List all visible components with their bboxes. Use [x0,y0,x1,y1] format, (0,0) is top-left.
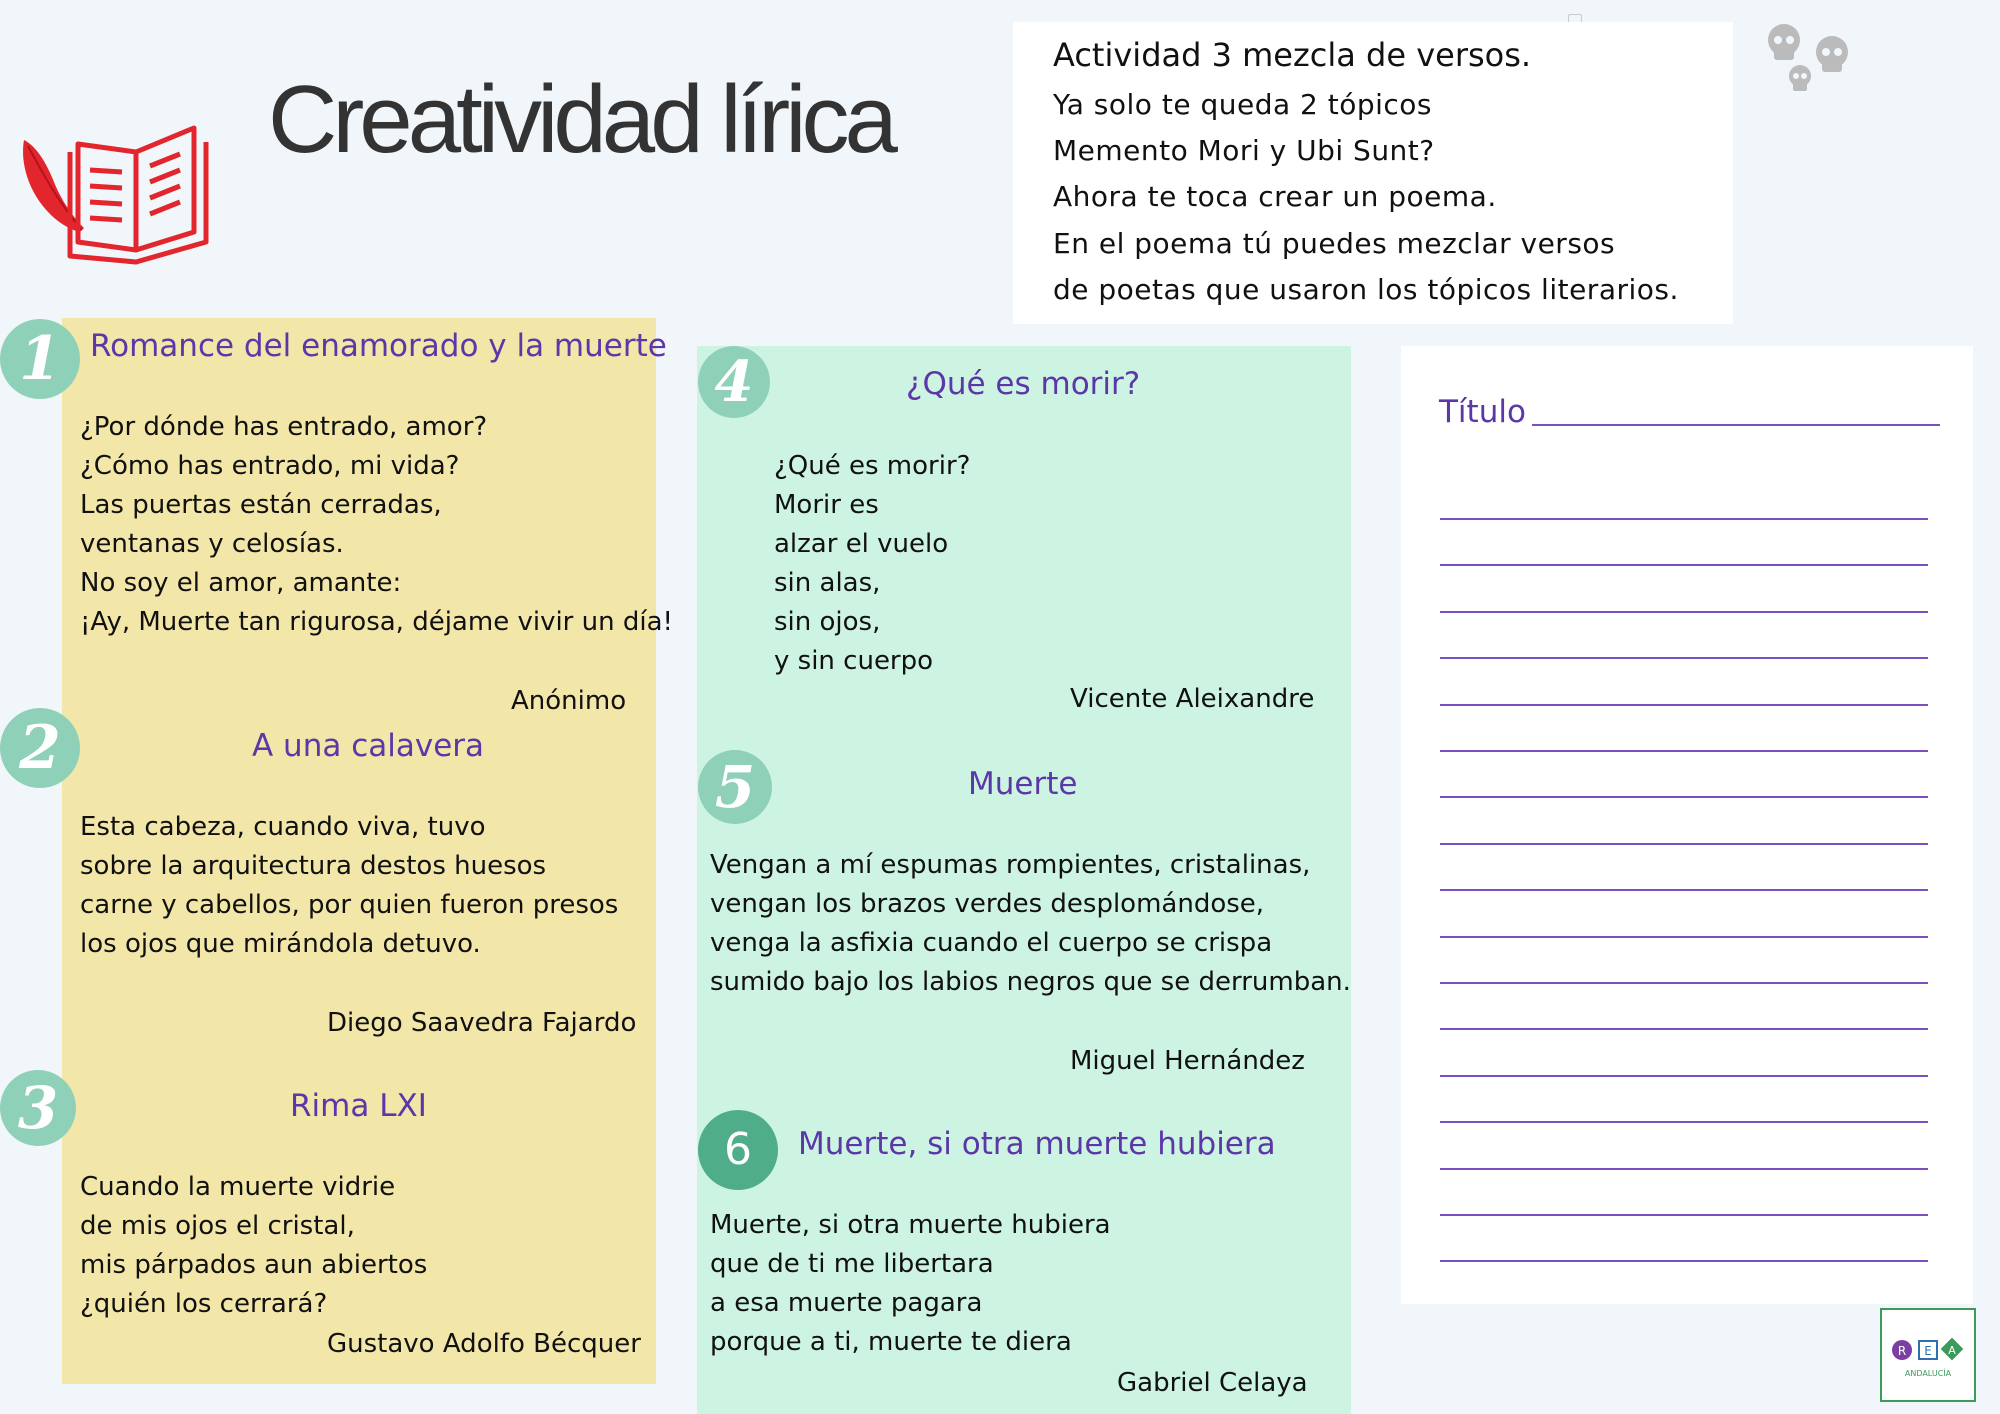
verse: venga la asfixia cuando el cuerpo se crispa [710,928,1273,958]
verse: ¿Qué es morir? [774,451,971,481]
poem-number-badge: 4 [698,346,770,418]
activity-line: Memento Mori y Ubi Sunt? [1053,134,1435,167]
poem-number-badge: 6 [698,1110,778,1190]
write-line[interactable] [1440,796,1928,798]
poem-author: Anónimo [511,686,627,716]
verse: sumido bajo los labios negros que se derrumban. [710,967,1351,997]
activity-line: Ya solo te queda 2 tópicos [1053,88,1433,121]
quill-book-icon [18,122,214,270]
poem-author: Gustavo Adolfo Bécquer [327,1329,641,1359]
poem-author: Miguel Hernández [1070,1046,1305,1076]
verse: mis párpados aun abiertos [80,1250,428,1280]
write-line[interactable] [1440,704,1928,706]
verse: sin ojos, [774,607,881,637]
verse: porque a ti, muerte te diera [710,1327,1072,1357]
write-line[interactable] [1440,936,1928,938]
title-label: Título [1439,394,1526,430]
poem-writing-panel [1401,346,1973,1304]
verse: Las puertas están cerradas, [80,490,442,520]
verse: Esta cabeza, cuando viva, tuvo [80,812,486,842]
poem-title: A una calavera [252,728,485,764]
poem-number-badge: 1 [0,319,80,399]
write-line[interactable] [1440,843,1928,845]
poem-number-badge: 3 [0,1070,76,1146]
poem-title: Rima LXI [290,1088,427,1124]
rea-andalucia-logo [1880,1308,1976,1402]
page-title: Creatividad lírica [268,66,893,173]
verse: los ojos que mirándola detuvo. [80,929,481,959]
poem-verses [774,447,970,681]
poem-author: Gabriel Celaya [1117,1368,1308,1398]
verse: a esa muerte pagara [710,1288,983,1318]
activity-instructions [1013,22,1733,324]
verse: ¿quién los cerrará? [80,1289,328,1319]
poem-title: Muerte [968,766,1078,802]
activity-line: de poetas que usaron los tópicos literarios. [1053,273,1679,306]
poem-verses [80,1168,427,1324]
poem-title: ¿Qué es morir? [906,366,1141,402]
verse: ventanas y celosías. [80,529,344,559]
verse: ¡Ay, Muerte tan rigurosa, déjame vivir un día! [80,607,673,637]
logo-caption: ANDALUCÍA [1904,1369,1952,1378]
write-line[interactable] [1440,1168,1928,1170]
logo-letter-e: E [1924,1344,1932,1358]
skulls-icon [1760,18,1860,98]
write-line[interactable] [1440,657,1928,659]
logo-letter-r: R [1897,1344,1907,1358]
activity-line: En el poema tú puedes mezclar versos [1053,227,1616,260]
verse: Cuando la muerte vidrie [80,1172,396,1202]
title-write-line[interactable] [1532,424,1940,426]
poem-title: Romance del enamorado y la muerte [90,328,667,364]
activity-line: Ahora te toca crear un poema. [1053,180,1497,213]
write-line[interactable] [1440,1075,1928,1077]
poem-verses [80,408,673,642]
write-line[interactable] [1440,1121,1928,1123]
poem-number-badge: 2 [0,708,80,788]
verse: ¿Cómo has entrado, mi vida? [80,451,460,481]
verse: Morir es [774,490,879,520]
poem-author: Vicente Aleixandre [1070,684,1315,714]
poem-verses [80,808,618,964]
verse: que de ti me libertara [710,1249,994,1279]
verse: sobre la arquitectura destos huesos [80,851,547,881]
verse: sin alas, [774,568,881,598]
write-line[interactable] [1440,1260,1928,1262]
verse: alzar el vuelo [774,529,949,559]
poem-verses [710,1206,1111,1362]
poem-number-badge: 5 [698,750,772,824]
write-line[interactable] [1440,1028,1928,1030]
verse: de mis ojos el cristal, [80,1211,355,1241]
logo-letter-a: A [1948,1344,1956,1357]
verse: Vengan a mí espumas rompientes, cristalinas, [710,850,1311,880]
write-line[interactable] [1440,750,1928,752]
write-line[interactable] [1440,518,1928,520]
verse: No soy el amor, amante: [80,568,402,598]
verse: ¿Por dónde has entrado, amor? [80,412,488,442]
write-line[interactable] [1440,889,1928,891]
write-line[interactable] [1440,611,1928,613]
activity-title: Actividad 3 mezcla de versos. [1053,36,1532,74]
verse: Muerte, si otra muerte hubiera [710,1210,1111,1240]
write-line[interactable] [1440,564,1928,566]
verse: vengan los brazos verdes desplomándose, [710,889,1265,919]
poem-author: Diego Saavedra Fajardo [327,1008,637,1038]
write-line[interactable] [1440,982,1928,984]
verse: y sin cuerpo [774,646,934,676]
verse: carne y cabellos, por quien fueron presos [80,890,619,920]
poem-title: Muerte, si otra muerte hubiera [798,1126,1276,1162]
poem-verses [710,846,1351,1002]
rea-logo-icon [1882,1310,1974,1400]
write-line[interactable] [1440,1214,1928,1216]
